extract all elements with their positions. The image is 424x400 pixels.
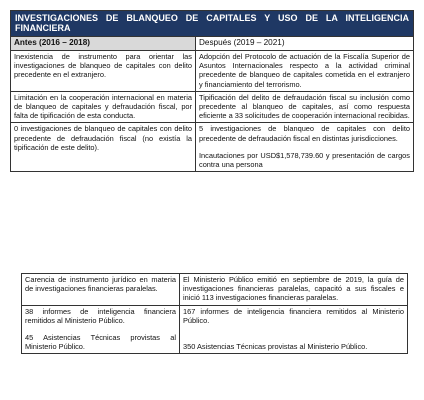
cell-after-text: 5 investigaciones de blanqueo de capitales con delito precedente de defraudación fiscal en distintas jurisdicciones.: [199, 124, 410, 143]
cell-before-text: 38 informes de inteligencia financiera remitidos al Ministerio Público.: [25, 306, 176, 325]
table-row: [22, 305, 408, 354]
cell-before: Inexistencia de instrumento para orientar las investigaciones de blanqueo de capitales con delito precedente en el extranjero.: [11, 51, 196, 92]
cell-after-extra: Incautaciones por USD$1,578,739.60 y presentación de cargos contra una persona: [199, 150, 410, 170]
column-header-after: Después (2019 – 2021): [196, 37, 414, 51]
table-row: [11, 123, 414, 172]
comparison-table-bottom: [21, 273, 408, 354]
cell-before: [22, 305, 180, 354]
table-header-row: [11, 11, 414, 37]
cell-after: El Ministerio Público emitió en septiembre de 2019, la guía de investigaciones financieras paralelas, capacitó a sus fiscales e inició 113 investigaciones financieras paralelas.: [180, 274, 408, 306]
cell-before: Limitación en la cooperación internacional en materia de blanqueo de capitales y defraudación fiscal, por falta de tipificación de esta conducta.: [11, 91, 196, 123]
table-title: INVESTIGACIONES DE BLANQUEO DE CAPITALES Y USO DE LA INTELIGENCIA FINANCIERA: [11, 11, 414, 37]
column-header-before: Antes (2016 – 2018): [11, 37, 196, 51]
cell-before-extra: 45 Asistencias Técnicas provistas al Ministerio Público.: [25, 333, 176, 352]
cell-before: 0 investigaciones de blanqueo de capitales con delito precedente de defraudación fiscal (no existía la tipificación de este delito).: [11, 123, 196, 172]
column-header-row: [11, 37, 414, 51]
table-row: [11, 51, 414, 92]
cell-after: Tipificación del delito de defraudación fiscal su inclusión como precedente al blanqueo de capitales, así como respuesta eficiente a 33 solicitudes de cooperación internacional recibidas.: [196, 91, 414, 123]
cell-before: Carencia de instrumento jurídico en materia de investigaciones financieras paralelas.: [22, 274, 180, 306]
table-row: [22, 274, 408, 306]
cell-after: Adopción del Protocolo de actuación de la Fiscalía Superior de Asuntos Internacionales respecto a la actividad criminal precedente de blanqueo de capitales cometida en el extranjero y financiamiento del terrorismo.: [196, 51, 414, 92]
table-row: [11, 91, 414, 123]
cell-after-extra: 350 Asistencias Técnicas provistas al Ministerio Público.: [183, 342, 368, 352]
cell-after: [196, 123, 414, 172]
cell-after: [180, 305, 408, 354]
cell-after-text: 167 informes de inteligencia financiera remitidos al Ministerio Público.: [183, 306, 404, 325]
comparison-table-top: [10, 10, 414, 172]
